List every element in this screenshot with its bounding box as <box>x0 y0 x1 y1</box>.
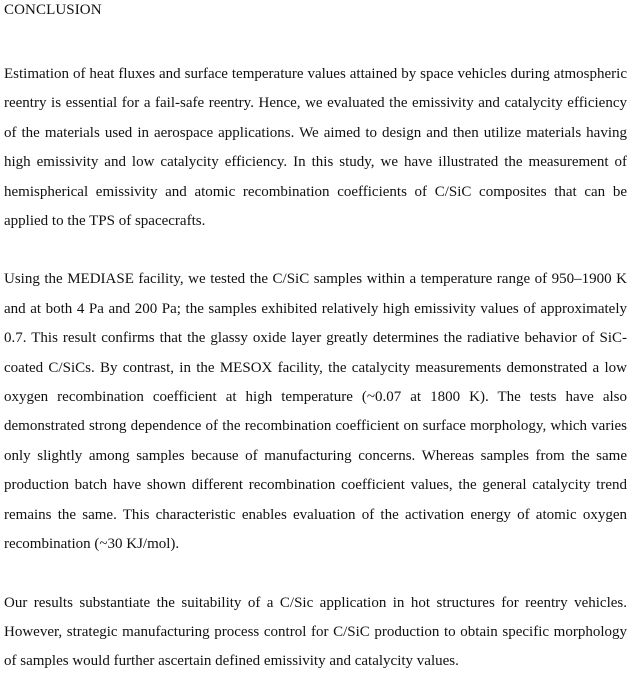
paragraph-outlook: Our results substantiate the suitability of a C/Sic application in hot structures for reentry vehicles. However, strategic manufacturing process control for C/SiC production to obtain specific morphology of samples would further ascertain defined emissivity and catalycity values. <box>4 594 627 670</box>
section-heading: CONCLUSION <box>4 2 102 18</box>
paragraph-intro: Estimation of heat fluxes and surface temperature values attained by space vehicles during atmospheric reentry is essential for a fail-safe reentry. Hence, we evaluated the emissivity and catalycity efficiency of the materials used in aerospace applications. We aimed to design and then utilize materials having high emissivity and low catalycity efficiency. In this study, we have illustrated the measurement of hemispherical emissivity and atomic recombination coefficients of C/SiC composites that can be applied to the TPS of spacecrafts. <box>4 66 627 230</box>
document-page <box>4 0 627 677</box>
paragraph-results: Using the MEDIASE facility, we tested the C/SiC samples within a temperature range of 950–1900 K and at both 4 Pa and 200 Pa; the samples exhibited relatively high emissivity values of approximately 0.7. This result confirms that the glassy oxide layer greatly determines the radiative behavior of SiC-coated C/SiCs. By contrast, in the MESOX facility, the catalycity measurements demonstrated a low oxygen recombination coefficient at high temperature (~0.07 at 1800 K). The tests have also demonstrated strong dependence of the recombination coefficient on surface morphology, which varies only slightly among samples because of manufacturing concerns. Whereas samples from the same production batch have shown different recombination coefficient values, the general catalycity trend remains the same. This characteristic enables evaluation of the activation energy of atomic oxygen recombination (~30 KJ/mol). <box>4 271 627 553</box>
